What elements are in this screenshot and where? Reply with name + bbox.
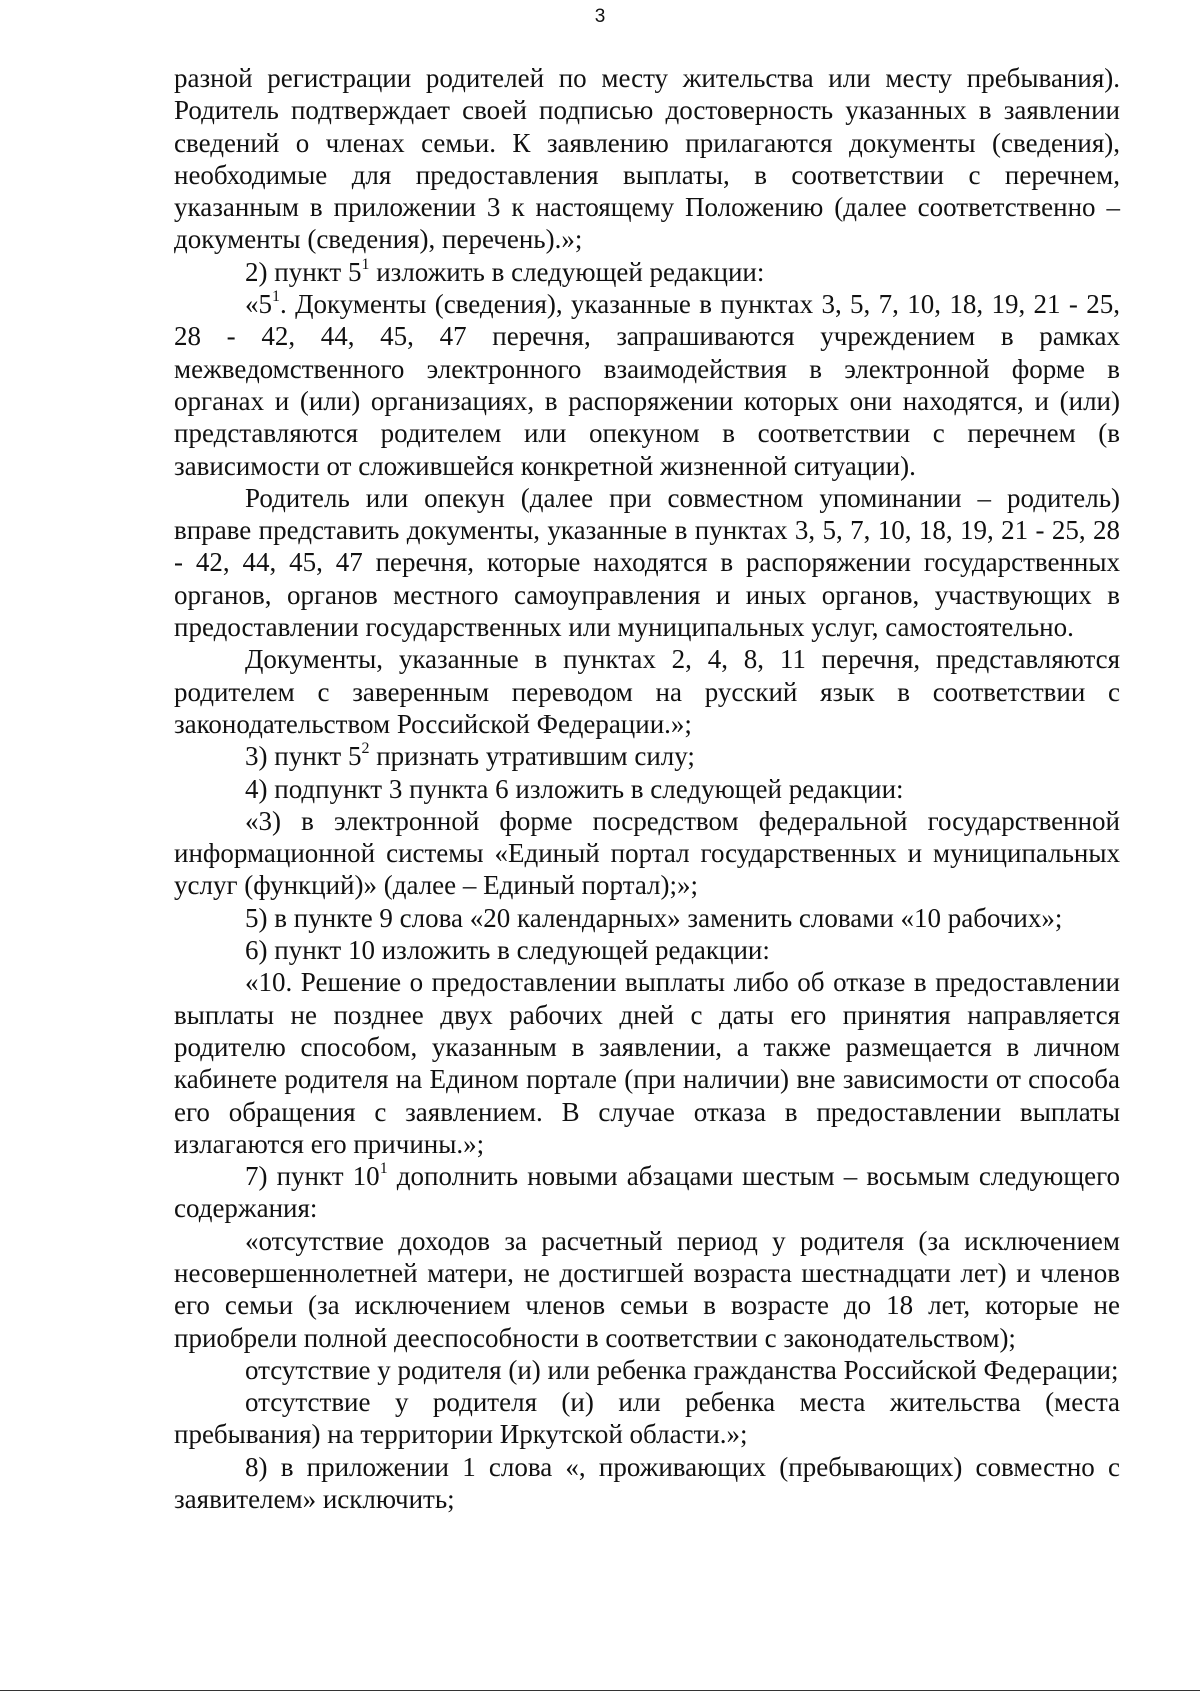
- page-number: 3: [594, 6, 606, 27]
- bottom-divider: [0, 1690, 1200, 1691]
- paragraph-text: «5: [245, 289, 272, 320]
- paragraph-text: отсутствие у родителя (и) или ребенка гражданства Российской Федерации;: [245, 1354, 1119, 1385]
- paragraph: [174, 1354, 1120, 1386]
- paragraph: [174, 1160, 1120, 1225]
- paragraph-text: 6) пункт 10 изложить в следующей редакции:: [245, 935, 770, 966]
- paragraph: [174, 934, 1120, 966]
- superscript: 1: [361, 255, 370, 273]
- paragraph-text: 7) пункт 10: [245, 1161, 380, 1192]
- superscript: 1: [272, 288, 280, 306]
- paragraph: [174, 773, 1120, 805]
- paragraph: [174, 966, 1120, 1160]
- paragraph: [174, 62, 1120, 256]
- document-body: [174, 62, 1120, 1515]
- paragraph-text: «3) в электронной форме посредством федеральной государственной информационной системы «Единый портал государственных и муниципальных услуг (функций)» (далее – Единый портал);»;: [174, 805, 1120, 901]
- paragraph-text: Родитель или опекун (далее при совместном упоминании – родитель) вправе представить документы, указанные в пунктах 3, 5, 7, 10, 18, 19, 21 - 25, 28 - 42, 44, 45, 47 перечня, которые находятся в распоряжении государственных органов, органов местного самоуправления и иных органов, участвующих в предоставлении государственных или муниципальных услуг, самостоятельно.: [174, 482, 1120, 643]
- paragraph: [174, 1225, 1120, 1354]
- paragraph-text: 2) пункт 5: [245, 256, 362, 287]
- paragraph-text: признать утратившим силу;: [369, 741, 695, 772]
- paragraph-text: 5) в пункте 9 слова «20 календарных» заменить словами «10 рабочих»;: [245, 902, 1063, 933]
- paragraph-text: разной регистрации родителей по месту жительства или месту пребывания). Родитель подтверждает своей подписью достоверность указанных в заявлении сведений о членах семьи. К заявлению прилагаются документы (сведения), необходимые для предоставления выплаты, в соответствии с перечнем, указанным в приложении 3 к настоящему Положению (далее соответственно – документы (сведения), перечень).»;: [174, 63, 1120, 255]
- paragraph-text: «отсутствие доходов за расчетный период у родителя (за исключением несовершеннолетней матери, не достигшей возраста шестнадцати лет) и членов его семьи (за исключением членов семьи в возрасте до 18 лет, которые не приобрели полной дееспособности в соответствии с законодательством);: [174, 1225, 1120, 1353]
- paragraph-text: Документы, указанные в пунктах 2, 4, 8, 11 перечня, представляются родителем с заверенным переводом на русский язык в соответствии с законодательством Российской Федерации.»;: [174, 644, 1120, 739]
- paragraph-text: 8) в приложении 1 слова «, проживающих (пребывающих) совместно с заявителем» исключить;: [174, 1451, 1120, 1515]
- paragraph: [174, 1451, 1120, 1516]
- superscript: 1: [379, 1160, 388, 1178]
- paragraph: [174, 902, 1120, 934]
- paragraph: [174, 740, 1120, 772]
- paragraph: [174, 805, 1120, 902]
- paragraph: [174, 288, 1120, 482]
- paragraph-text: «10. Решение о предоставлении выплаты либо об отказе в предоставлении выплаты не позднее двух рабочих дней с даты его принятия направляется родителю способом, указанным в заявлении, а также размещается в личном кабинете родителя на Едином портале (при наличии) вне зависимости от способа его обращения с заявлением. В случае отказа в предоставлении выплаты излагаются его причины.»;: [174, 967, 1120, 1159]
- paragraph-text: 4) подпункт 3 пункта 6 изложить в следующей редакции:: [245, 773, 904, 804]
- paragraph-text: изложить в следующей редакции:: [369, 256, 765, 287]
- superscript: 2: [361, 740, 370, 758]
- paragraph: [174, 482, 1120, 643]
- paragraph-text: 3) пункт 5: [245, 741, 362, 772]
- paragraph: [174, 643, 1120, 740]
- paragraph: [174, 1386, 1120, 1451]
- paragraph-text: . Документы (сведения), указанные в пунктах 3, 5, 7, 10, 18, 19, 21 - 25, 28 - 42, 44, 45, 47 перечня, запрашиваются учреждением в рамках межведомственного электронного взаимодействия в электронной форме в органах и (или) организациях, в распоряжении которых они находятся, и (или) представляются родителем или опекуном в соответствии с перечнем (в зависимости от сложившейся конкретной жизненной ситуации).: [174, 289, 1120, 481]
- paragraph-text: дополнить новыми абзацами шестым – восьмым следующего содержания:: [174, 1161, 1120, 1224]
- paragraph-text: отсутствие у родителя (и) или ребенка места жительства (места пребывания) на территории Иркутской области.»;: [174, 1387, 1120, 1450]
- paragraph: [174, 256, 1120, 288]
